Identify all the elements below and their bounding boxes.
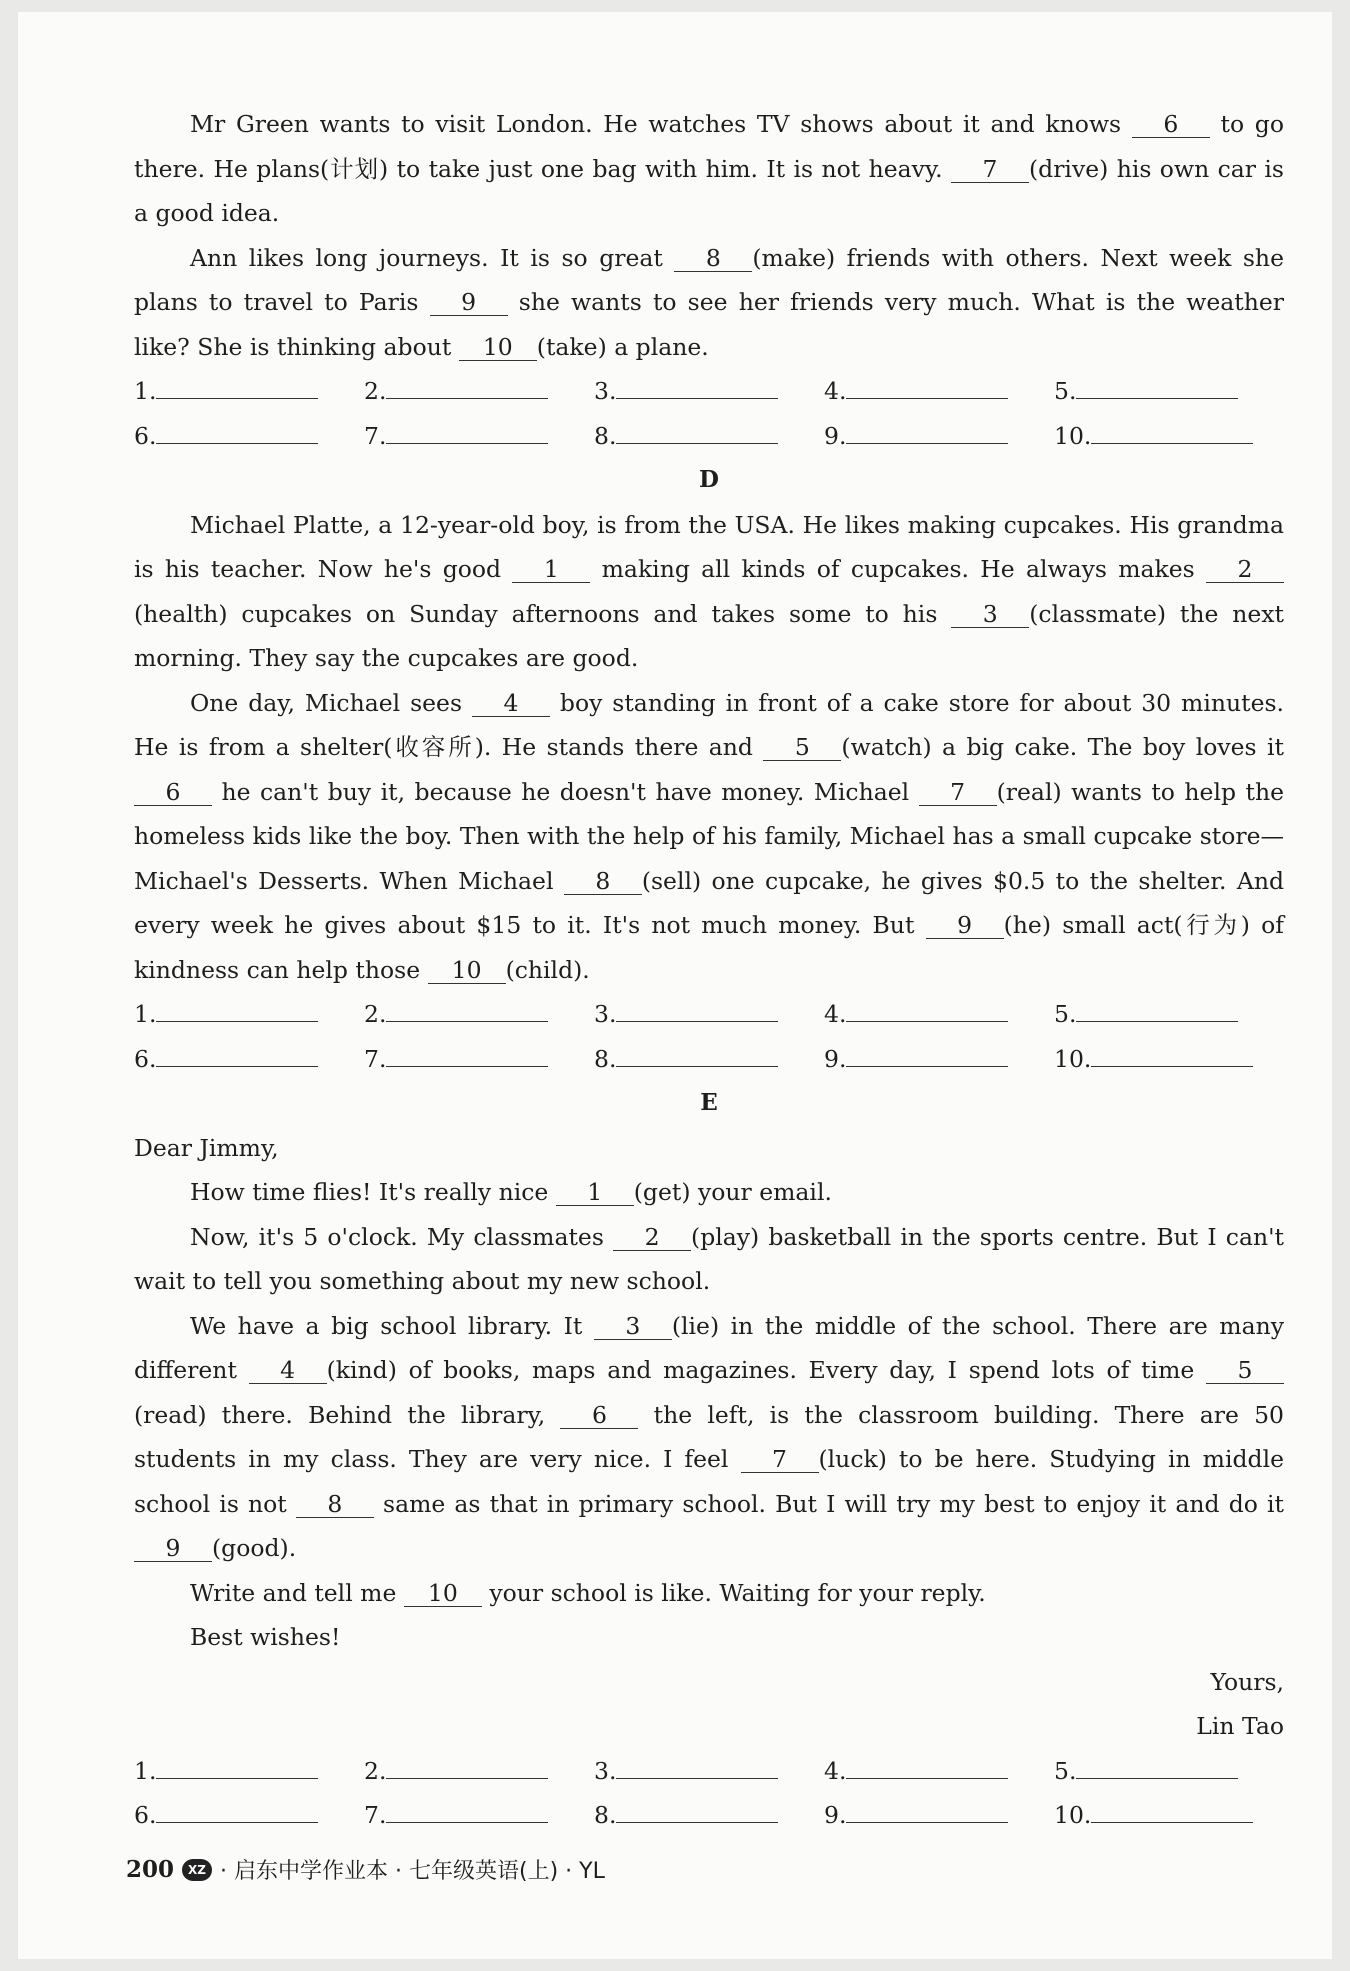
blank-c-10[interactable]: 10 [459, 334, 537, 361]
answer-slot[interactable]: 6. [134, 1037, 364, 1082]
answer-slot[interactable]: 6. [134, 1793, 364, 1838]
blank-e-3[interactable]: 3 [594, 1313, 672, 1340]
answer-slot[interactable]: 4. [824, 992, 1054, 1037]
content-area [134, 102, 1284, 1838]
letter-signoff: Yours, [1210, 1667, 1284, 1696]
blank-d-3[interactable]: 3 [951, 601, 1029, 628]
blank-e-9[interactable]: 9 [134, 1535, 212, 1562]
blank-d-5[interactable]: 5 [763, 734, 841, 761]
section-heading-e: E [700, 1089, 718, 1116]
section-heading-d: D [699, 466, 719, 493]
answer-grid-e [134, 1749, 1284, 1838]
answer-grid-c [134, 369, 1284, 458]
blank-d-7[interactable]: 7 [919, 779, 997, 806]
answer-slot[interactable]: 3. [594, 369, 824, 414]
answer-slot[interactable]: 10. [1054, 1037, 1284, 1082]
blank-d-8[interactable]: 8 [564, 868, 642, 895]
blank-e-10[interactable]: 10 [404, 1580, 482, 1607]
publisher-logo-icon: XZ [182, 1859, 212, 1881]
answer-slot[interactable]: 7. [364, 1793, 594, 1838]
book-title: · 启东中学作业本 · 七年级英语(上) · YL [220, 1859, 605, 1884]
blank-e-8[interactable]: 8 [296, 1491, 374, 1518]
blank-d-10[interactable]: 10 [428, 957, 506, 984]
letter-greeting: Dear Jimmy, [134, 1133, 279, 1162]
blank-c-9[interactable]: 9 [430, 289, 508, 316]
paragraph-e3: We have a big school library. It 3 (lie) in the middle of the school. There are many different 4 (kind) of books, maps and magazines. Every day, I spend lots of time 5(read) there. Behind the library, 6 the left, is the classroom building. There are 50 students in my class. They are very nice. I feel 7 (luck) to be here. Studying in middle school is not 8 same as that in primary school. But I will try my best to enjoy it and do it 9 (good). [134, 1311, 1285, 1562]
blank-d-9[interactable]: 9 [926, 912, 1004, 939]
blank-e-2[interactable]: 2 [613, 1224, 691, 1251]
page-footer [126, 1854, 605, 1885]
blank-c-7[interactable]: 7 [951, 156, 1029, 183]
paragraph-d1: Michael Platte, a 12-year-old boy, is from the USA. He likes making cupcakes. His grandma is his teacher. Now he's good 1 making all kinds of cupcakes. He always makes 2(health) cupcakes on Sunday afternoons and takes some to his 3 (classmate) the next morning. They say the cupcakes are good. [134, 510, 1284, 672]
answer-slot[interactable]: 10. [1054, 414, 1284, 459]
answer-slot[interactable]: 9. [824, 1037, 1054, 1082]
blank-d-6[interactable]: 6 [134, 779, 212, 806]
letter-closing: Best wishes! [190, 1623, 341, 1651]
worksheet-page [18, 12, 1332, 1959]
answer-slot[interactable]: 10. [1054, 1793, 1284, 1838]
answer-slot[interactable]: 6. [134, 414, 364, 459]
paragraph-e1: How time flies! It's really nice 1 (get) your email. [190, 1178, 832, 1206]
blank-c-8[interactable]: 8 [674, 245, 752, 272]
blank-e-5[interactable]: 5 [1206, 1357, 1284, 1384]
answer-slot[interactable]: 3. [594, 992, 824, 1037]
answer-slot[interactable]: 1. [134, 369, 364, 414]
answer-slot[interactable]: 7. [364, 1037, 594, 1082]
answer-slot[interactable]: 5. [1054, 369, 1284, 414]
answer-slot[interactable]: 8. [594, 1793, 824, 1838]
letter-signature: Lin Tao [1196, 1712, 1284, 1740]
blank-e-4[interactable]: 4 [249, 1357, 327, 1384]
blank-e-7[interactable]: 7 [741, 1446, 819, 1473]
blank-c-6[interactable]: 6 [1132, 111, 1210, 138]
paragraph-c2: Ann likes long journeys. It is so great 8 (make) friends with others. Next week she plans to travel to Paris 9 she wants to see her friends very much. What is the weather like? She is thinking about 10 (take) a plane. [134, 243, 1285, 361]
answer-slot[interactable]: 2. [364, 369, 594, 414]
blank-d-2[interactable]: 2 [1206, 556, 1284, 583]
answer-slot[interactable]: 2. [364, 1749, 594, 1794]
answer-slot[interactable]: 4. [824, 1749, 1054, 1794]
answer-slot[interactable]: 1. [134, 1749, 364, 1794]
answer-slot[interactable]: 4. [824, 369, 1054, 414]
answer-slot[interactable]: 1. [134, 992, 364, 1037]
blank-d-1[interactable]: 1 [512, 556, 590, 583]
answer-slot[interactable]: 8. [594, 1037, 824, 1082]
paragraph-e2: Now, it's 5 o'clock. My classmates 2 (play) basketball in the sports centre. But I can't wait to tell you something about my new school. [134, 1222, 1284, 1295]
answer-grid-d [134, 992, 1284, 1081]
page-number: 200 [126, 1856, 175, 1883]
blank-e-6[interactable]: 6 [560, 1402, 638, 1429]
answer-slot[interactable]: 9. [824, 414, 1054, 459]
paragraph-c1: Mr Green wants to visit London. He watches TV shows about it and knows 6 to go there. He plans(计划) to take just one bag with him. It is not heavy. 7 (drive) his own car is a good idea. [134, 110, 1284, 227]
paragraph-d2: One day, Michael sees 4 boy standing in front of a cake store for about 30 minutes. He is from a shelter(收容所). He stands there and 5 (watch) a big cake. The boy loves it 6 he can't buy it, because he doesn't have money. Michael 7 (real) wants to help the homeless kids like the boy. Then with the help of his family, Michael has a small cupcake store—Michael's Desserts. When Michael 8 (sell) one cupcake, he gives $0.5 to the shelter. And every week he gives about $15 to it. It's not much money. But 9 (he) small act(行为) of kindness can help those 10 (child). [134, 688, 1285, 984]
answer-slot[interactable]: 3. [594, 1749, 824, 1794]
blank-d-4[interactable]: 4 [472, 690, 550, 717]
answer-slot[interactable]: 2. [364, 992, 594, 1037]
answer-slot[interactable]: 8. [594, 414, 824, 459]
blank-e-1[interactable]: 1 [556, 1179, 634, 1206]
answer-slot[interactable]: 7. [364, 414, 594, 459]
answer-slot[interactable]: 5. [1054, 992, 1284, 1037]
answer-slot[interactable]: 9. [824, 1793, 1054, 1838]
paragraph-e4: Write and tell me 10 your school is like. Waiting for your reply. [190, 1578, 986, 1607]
answer-slot[interactable]: 5. [1054, 1749, 1284, 1794]
